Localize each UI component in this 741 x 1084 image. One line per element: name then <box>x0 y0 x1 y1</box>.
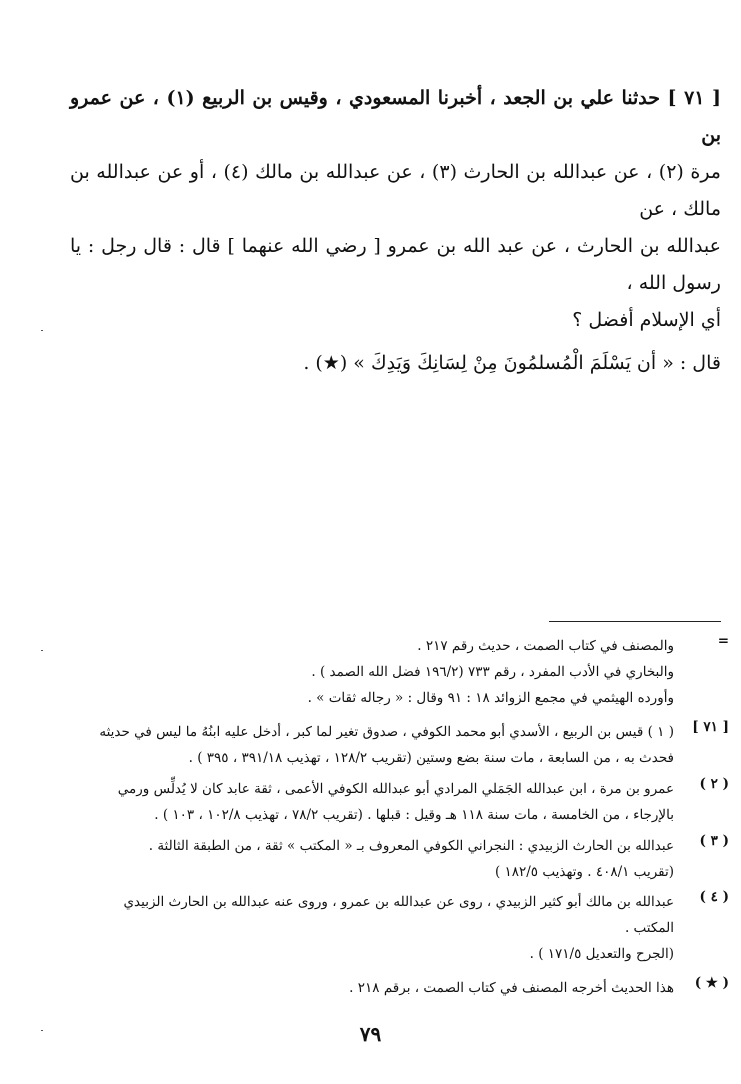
footnote-line: عبدالله بن الحارث الزبيدي : النجراني الكوفي المعروف بـ « المكتب » ثقة ، من الطبقة الثالثة . <box>148 838 674 854</box>
footnote-line: (تقريب ٤٠٨/١ . وتهذيب ١٨٢/٥ ) <box>494 864 674 880</box>
hadith-number: [ ٧١ ] <box>667 87 721 109</box>
hadith-text <box>70 80 721 382</box>
hadith-line: عبدالله بن الحارث ، عن عبد الله بن عمرو [ رضي الله عنهما ] قال : قال رجل : يا رسول الله ، <box>70 235 721 294</box>
footnote-label: ( ٢ ) <box>699 776 729 792</box>
footnote-line: هذا الحديث أخرجه المصنف في كتاب الصمت ، برقم ٢١٨ . <box>349 980 674 996</box>
footnote-4 <box>84 889 729 967</box>
footnote-line: عمرو بن مرة ، ابن عبدالله الجَمَلي المرادي أبو عبدالله الكوفي الأعمى ، ثقة عابد كان لا يُدلِّس ورمي <box>117 781 674 797</box>
footnote-line: والمصنف في كتاب الصمت ، حديث رقم ٢١٧ . <box>417 638 674 654</box>
footnote-line: بالإرجاء ، من الخامسة ، مات سنة ١١٨ هـ وقيل : قبلها . (تقريب ٧٨/٢ ، تهذيب ١٠٢/٨ ، ١٠٣ ) . <box>154 807 674 823</box>
footnote-label: = <box>717 633 729 649</box>
footnote-label: ( ★ ) <box>694 975 729 991</box>
footnote-line: فحدث به ، من السابعة ، مات سنة بضع وستين (تقريب ١٢٨/٢ ، تهذيب ٣٩١/١٨ ، ٣٩٥ ) . <box>188 750 674 766</box>
hadith-line: [ ٧١ ] حدثنا علي بن الجعد ، أخبرنا المسعودي ، وقيس بن الربيع (١) ، عن عمرو بن <box>70 87 721 146</box>
footnote-line: وأورده الهيثمي في مجمع الزوائد ١٨ : ٩١ وقال : « رجاله ثقات » . <box>307 690 674 706</box>
hadith-line: مرة (٢) ، عن عبدالله بن الحارث (٣) ، عن عبدالله بن مالك (٤) ، أو عن عبدالله بن مالك ، عن <box>70 161 721 220</box>
footnote-line: (الجرح والتعديل ١٧١/٥ ) . <box>529 946 674 962</box>
footnote-line: ( ١ ) قيس بن الربيع ، الأسدي أبو محمد الكوفي ، صدوق تغير لما كبر ، أدخل عليه ابنُهُ ما ليس في حديثه <box>99 724 674 740</box>
footnote-continuation <box>84 633 729 711</box>
footnote-line: عبدالله بن مالك أبو كثير الزبيدي ، روى عن عبدالله بن عمرو ، وروى عنه عبدالله بن الحارث الزبيدي <box>123 894 674 910</box>
hadith-line: قال : « أن يَسْلَمَ الْمُسلمُونَ مِنْ لِسَانِكَ وَيَدِكَ » (★) . <box>303 352 721 374</box>
hadith-line: أي الإسلام أفضل ؟ <box>572 309 721 331</box>
footnote-3 <box>84 833 729 885</box>
scan-mark <box>41 330 43 331</box>
footnote-line: والبخاري في الأدب المفرد ، رقم ٧٣٣ (١٩٦/٢ فضل الله الصمد ) . <box>311 664 674 680</box>
scan-mark <box>41 1030 43 1031</box>
page-number: ٧٩ <box>359 1022 382 1046</box>
footnote-2 <box>84 776 729 828</box>
footnote-line: المكتب . <box>624 920 674 936</box>
footnote-label: ( ٣ ) <box>699 833 729 849</box>
footnote-label: ( ٤ ) <box>699 889 729 905</box>
footnote-star <box>84 975 729 1001</box>
footnote-1 <box>84 719 729 771</box>
footnote-divider <box>549 621 721 622</box>
footnote-label: [ ٧١ ] <box>692 719 729 735</box>
scan-mark <box>41 650 43 651</box>
